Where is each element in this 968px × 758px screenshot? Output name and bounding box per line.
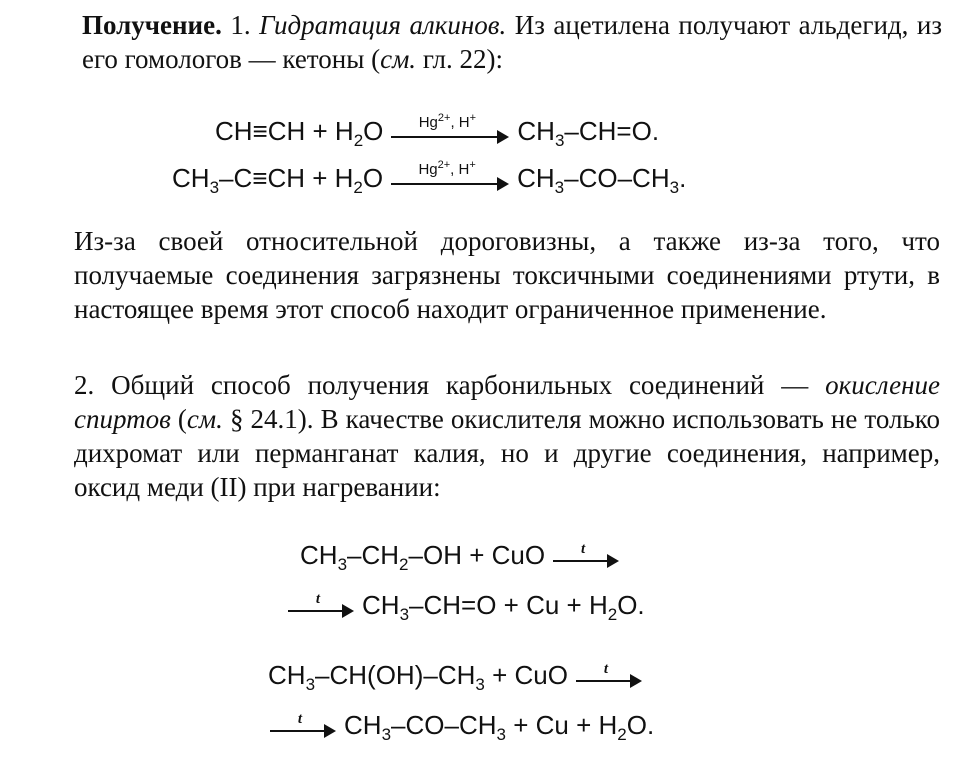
paragraph-alcohol-oxidation: 2. Общий способ получения карбонильных соединений — окисление спиртов (см. § 24.1). В качестве окислителя можно использовать не только дихромат или перманганат калия, но и другие соединения, например, оксид меди (II) при нагревании: bbox=[74, 370, 940, 502]
item-number: 1. bbox=[221, 10, 260, 40]
equation-isopropanol-oxidation-line2 bbox=[262, 710, 654, 742]
reaction-arrow bbox=[391, 159, 509, 195]
paragraph-preparation-hydration bbox=[82, 8, 942, 76]
reaction-condition: $Hg^{2+}$, H+ bbox=[418, 159, 476, 179]
reaction-condition: t bbox=[315, 591, 321, 608]
equation-acetylene-hydration bbox=[215, 112, 660, 150]
eq-lhs: $CH_3-C\equiv CH + H_2O$ bbox=[172, 163, 384, 197]
reaction-arrow bbox=[288, 592, 354, 622]
eq-lhs: $CH_3-CH(OH)-CH_3$ + CuO bbox=[268, 660, 568, 694]
eq-rhs: $CH_3-CO-CH_3 + Cu + H_2O$. bbox=[344, 710, 655, 744]
reference-abbrev: см. bbox=[186, 404, 223, 434]
reaction-arrow bbox=[270, 712, 336, 742]
equation-ethanol-oxidation-line1 bbox=[300, 540, 627, 572]
reaction-condition: t bbox=[297, 711, 303, 728]
reaction-arrow bbox=[391, 112, 509, 148]
equation-propyne-hydration bbox=[172, 159, 687, 197]
method-name: окисление спиртов bbox=[74, 370, 940, 434]
section-lead: Получение. bbox=[82, 10, 222, 40]
eq-rhs: $CH_3-CH=O$. bbox=[517, 116, 660, 150]
eq-rhs: $CH_3-CH=O + Cu + H_2O$. bbox=[362, 590, 645, 624]
eq-lhs: $CH\equiv CH + H_2O$ bbox=[215, 116, 384, 150]
reference-abbrev: см. bbox=[380, 44, 417, 74]
paragraph-text: Из ацетилена получают альдегид, из его гомологов — кетоны ( bbox=[82, 10, 942, 74]
equation-ethanol-oxidation-line2 bbox=[280, 590, 645, 622]
equation-isopropanol-oxidation-line1 bbox=[268, 660, 650, 692]
reaction-condition: $Hg^{2+}$, H+ bbox=[418, 112, 477, 132]
reaction-condition: t bbox=[580, 541, 586, 558]
reference-tail: гл. 22): bbox=[416, 44, 503, 74]
reaction-condition: t bbox=[603, 661, 609, 678]
eq-lhs: $CH_3-CH_2-OH$ + CuO bbox=[300, 540, 546, 574]
reaction-arrow bbox=[553, 542, 619, 572]
method-name: Гидратация алкинов. bbox=[259, 10, 507, 40]
reaction-arrow bbox=[576, 662, 642, 692]
paragraph-mercury-note: Из-за своей относительной дороговизны, а также из-за того, что получаемые соединения загрязнены токсичными соединениями ртути, в настоящее время этот способ находит ограниченное применение. bbox=[74, 226, 940, 324]
eq-rhs: $CH_3-CO-CH_3$. bbox=[517, 163, 687, 197]
